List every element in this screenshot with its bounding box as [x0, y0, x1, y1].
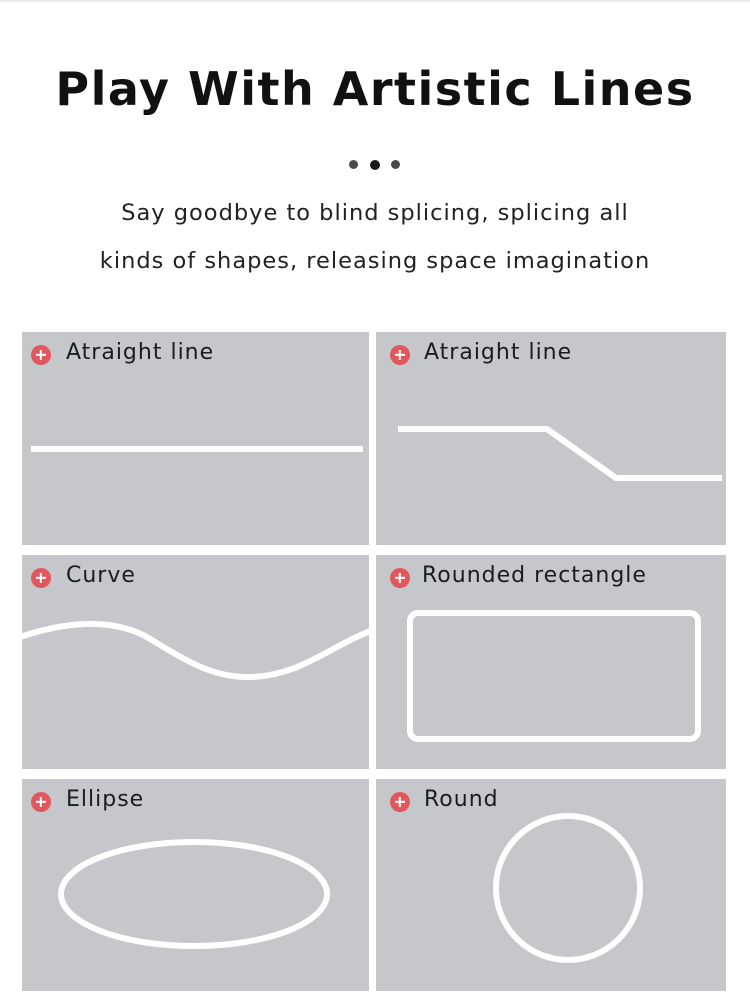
- rounded-rectangle-shape: [376, 555, 726, 769]
- panel-ellipse: [22, 779, 369, 991]
- panel-label: Atraight line: [66, 340, 215, 365]
- panel-stepped-line: [376, 332, 726, 545]
- top-divider: [0, 0, 750, 2]
- dot-icon: [349, 160, 358, 169]
- stepped-line-shape: [376, 332, 726, 545]
- curve-shape: [22, 555, 369, 769]
- panel-label: Curve: [66, 563, 136, 588]
- panel-round: [376, 779, 726, 991]
- panel-label: Rounded rectangle: [422, 563, 647, 588]
- straight-line-shape: [22, 332, 369, 545]
- panel-label: Ellipse: [66, 787, 145, 812]
- panel-label: Atraight line: [424, 340, 573, 365]
- dot-separator: [349, 160, 401, 170]
- subtitle-line-1: Say goodbye to blind splicing, splicing all: [121, 200, 629, 226]
- panel-straight-line: [22, 332, 369, 545]
- ellipse-shape: [22, 779, 369, 991]
- dot-icon: [391, 160, 400, 169]
- dot-icon: [370, 160, 380, 170]
- page-title: Play With Artistic Lines: [55, 62, 695, 116]
- panel-rounded-rectangle: [376, 555, 726, 769]
- subtitle-line-2: kinds of shapes, releasing space imagination: [99, 248, 651, 274]
- panel-curve: [22, 555, 369, 769]
- circle-shape: [376, 779, 726, 991]
- panel-label: Round: [424, 787, 499, 812]
